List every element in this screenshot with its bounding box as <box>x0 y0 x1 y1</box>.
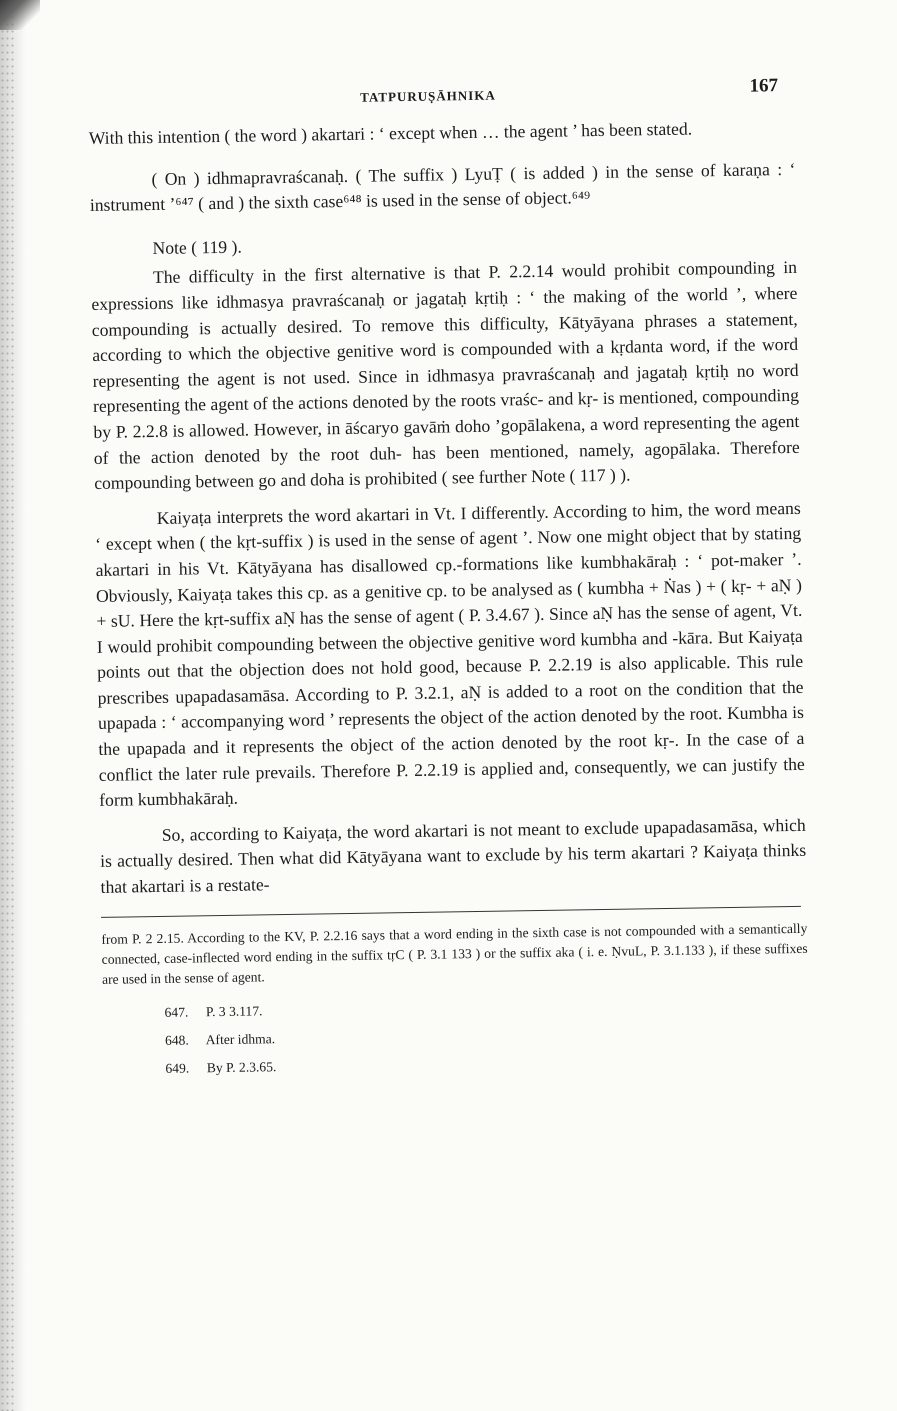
body-text <box>89 115 807 901</box>
footnote-divider <box>101 906 801 918</box>
paragraph-intention: With this intention ( the word ) akartari : ‘ except when … the agent ’ has been stated. <box>88 118 693 148</box>
note-paragraph-kaiyata: Kaiyaṭa interprets the word akartari in Vt. I differently. According to him, the word means ‘ except when ( the kṛt-suffix ) is used in the sense of agent ’. Now one might object that by stating akartari in his Vt. Kātyāyana has disallowed cp.-formations like kumbhakāraḥ : ‘ pot-maker ’. Obviously, Kaiyaṭa takes this cp. as a genitive cp. to be analysed as ( kumbha + Ṅas ) + ( kṛ- + aṆ ) + sU. Here the kṛt-suffix aṆ has the sense of agent ( P. 3.4.67 ). Since aṆ has the sense of agent, Vt. I would prohibit compounding between the objective genitive word kumbha and -kāra. But Kaiyaṭa points out that the objection does not hold good, because P. 2.2.19 is also applicable. This rule prescribes upapadasamāsa. According to P. 3.2.1, aṆ is added to a root on the condition that the upapada : ‘ accompanying word ’ represents the object of the action denoted by the root. Kumbha is the upapada and it represents the object of the action denoted by the root kṛ-. In the case of a conflict the later rule prevails. Therefore P. 2.2.19 is applied and, consequently, we can justify the form kumbhakāraḥ. <box>95 497 805 811</box>
footnote-text: After idhma. <box>205 1030 276 1047</box>
page-header <box>88 75 794 116</box>
footnote-continuation: from P. 2 2.15. According to the KV, P. 2.2.16 says that a word ending in the sixth case is not compounded with a semantically connected, case-inflected word ending in the suffix tṛC ( P. 3.1 133 ) or the suffix aka ( i. e. ṆvuL, P. 3.1.133 ), if these suffixes are used in the sense of agent. <box>101 920 808 987</box>
running-title: TATPURUṢĀHNIKA <box>360 87 496 105</box>
paragraph-idhmapravrascanah: ( On ) idhmapravraścanaḥ. ( The suffix ) LyuṬ ( is added ) in the sense of karaṇa : ‘ instrument ’⁶⁴⁷ ( and ) the sixth case⁶⁴⁸ is used in the sense of object.⁶⁴⁹ <box>89 158 796 216</box>
note-paragraph-upapadasamasa: So, according to Kaiyaṭa, the word akartari is not meant to exclude upapadasamāsa, which is actually desired. Then what did Kātyāyana want to exclude by his term akartari ? Kaiyaṭa thinks that akartari is a restate- <box>100 814 807 897</box>
footnote-list <box>102 988 809 1083</box>
note-heading: Note ( 119 ). <box>152 236 242 258</box>
page-number: 167 <box>749 75 779 97</box>
footnote-text: P. 3 3.117. <box>205 1002 263 1019</box>
footnotes <box>101 918 809 1083</box>
scan-edge-noise <box>0 0 14 1411</box>
footnote-text: By P. 2.3.65. <box>206 1058 277 1075</box>
scan-corner-mark <box>0 0 40 30</box>
footnote-number: 647. <box>164 1004 189 1020</box>
book-page <box>88 75 810 1084</box>
note-paragraph-difficulty: The difficulty in the first alternative is that P. 2.2.14 would prohibit compounding in expressions like idhmasya pravraścanaḥ or jagataḥ kṛtiḥ : ‘ the making of the world ’, where compounding is actually desired. To remove this difficulty, Kātyāyana phrases a statement, according to which the objective genitive word is compounded with a kṛdanta word, if the word representing the agent is not used. Since in idhmasya pravraścanaḥ and jagataḥ kṛtiḥ no word representing the agent of the actions denoted by the roots vraśc- and kṛ- is mentioned, compounding by P. 2.2.8 is allowed. However, in āścaryo gavāṁ doho ’gopālakena, a word representing the agent of the action denoted by the root duh- has been mentioned, namely, agopālaka. Therefore compounding between go and doha is prohibited ( see further Note ( 117 ) ). <box>91 257 800 494</box>
footnote-number: 648. <box>164 1032 189 1048</box>
footnote-number: 649. <box>165 1060 190 1076</box>
